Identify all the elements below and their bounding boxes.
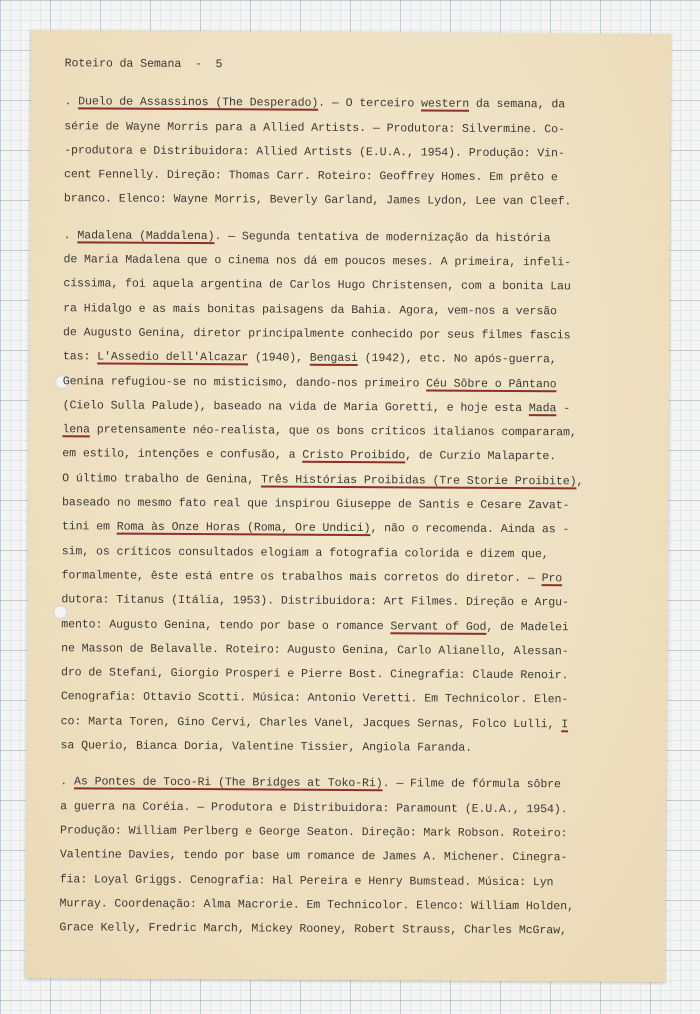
text-segment: de Augusto Genina, diretor principalmente conhecido por seus filmes fascis [63,326,571,343]
text-segment: fia: Loyal Griggs. Cenografia: Hal Pereira e Henry Bumstead. Música: Lyn [59,872,554,889]
text-line [61,637,646,665]
text-line [60,771,645,799]
text-segment: de Maria Madalena que o cinema nos dá em poucos meses. A primeira, infeli- [63,253,571,270]
review-paragraph [60,224,648,762]
text-line [60,795,645,823]
text-line [60,819,645,847]
text-line [60,734,645,762]
text-line [62,418,647,446]
text-line [63,248,648,276]
text-segment: sa Querio, Bianca Doria, Valentine Tissier, Angiola Faranda. [60,739,473,755]
text-segment: pretensamente néo-realista, que os bons críticos italianos compararam, [89,423,577,440]
text-segment: co: Marta Toren, Gino Cervi, Charles Vanel, Jacques Sernas, Folco Lulli, [60,714,562,732]
text-line [63,321,648,349]
text-segment: em estilo, intenções e confusão, a [62,447,303,463]
text-segment: dro de Stefani, Giorgio Prosperi e Pierre Bost. Cinegrafia: Claude Renoir. [60,666,569,683]
underlined-title: Servant of God [390,619,487,634]
text-segment: série de Wayne Morris para a Allied Artists. — Produtora: Silvermine. Co- [64,119,565,136]
text-line [61,564,646,592]
text-segment: Valentine Davies, tendo por base um romance de James A. Michener. Cinegra- [59,848,568,865]
underlined-title: Céu Sôbre o Pântano [426,377,557,391]
underlined-title: Roma às Onze Horas (Roma, Ore Undici) [116,520,371,536]
text-line [61,613,646,641]
text-segment: Genina refugiou-se no misticismo, dando-nos primeiro [62,374,427,391]
text-line [64,91,649,119]
text-segment: sim, os críticos consultados elogiam a fotografia colorida e dizem que, [61,544,549,561]
text-segment: -produtora e Distribuidora: Allied Artists (E.U.A., 1954). Produção: Vin- [64,144,565,161]
text-segment: tas: [62,350,98,364]
text-line [61,661,646,689]
text-segment: dutora: Titanus (Itália, 1953). Distribuidora: Art Filmes. Direção e Argu- [61,593,569,610]
text-segment: Cenografia: Ottavio Scotti. Música: Antonio Veretti. Em Technicolor. Elen- [60,690,569,707]
text-segment: . [60,775,75,789]
underlined-title: Duelo de Assassinos (The Desperado) [78,95,319,111]
text-line [59,916,644,944]
underlined-title: As Pontes de Toco-Ri (The Bridges at Toko-Ri) [73,775,383,791]
review-list [59,91,649,945]
underlined-title: Mada [528,401,557,416]
text-segment: , de Madelei [486,620,569,634]
text-line [62,540,647,568]
text-segment: . [64,95,79,109]
underlined-title: I [561,718,569,732]
text-line [62,443,647,471]
text-segment: da semana, da [469,98,566,112]
text-line [62,516,647,544]
text-segment: a guerra na Coréia. — Produtora e Distribuidora: Paramount (E.U.A., 1954). [60,799,568,816]
text-segment: , não o recomenda. Ainda as - [370,522,570,537]
text-line [64,115,649,143]
text-segment: tini em [61,520,117,534]
text-segment: . — Filme de fórmula sôbre [382,777,561,792]
text-segment: Produção: William Perlberg e George Seaton. Direção: Mark Robson. Roteiro: [59,824,568,841]
underlined-title: Madalena (Maddalena) [77,229,215,243]
text-line [63,346,648,374]
text-segment: ra Hidalgo e as mais bonitas paisagens da Bahia. Agora, vem-nos a versão [63,301,557,318]
page-header: Roteiro da Semana - 5 [64,57,223,72]
text-segment: . — O terceiro [318,97,422,111]
text-segment: (1940), [248,351,310,366]
text-segment: . [63,229,78,243]
text-segment: . — Segunda tentativa de modernização da história [214,229,551,246]
text-line [60,868,645,896]
text-segment: mento: Augusto Genina, tendo por base o romance [61,617,391,633]
text-line [62,467,647,495]
text-line [61,710,646,738]
page-text [59,52,649,944]
text-segment: Grace Kelly, Fredric March, Mickey Rooney, Robert Strauss, Charles McGraw, [59,921,567,938]
text-line [63,394,648,422]
text-line [63,370,648,398]
text-line [60,843,645,871]
underlined-title: western [421,97,470,112]
text-segment: baseado no mesmo fato real que inspirou Giuseppe de Santis e Cesare Zavat- [61,496,570,513]
text-segment: formalmente, êste está entre os trabalhos mais corretos do diretor. — [61,569,542,586]
text-line [64,163,649,191]
text-line [64,188,649,216]
text-segment: O último trabalho de Genina, [62,472,262,487]
text-line [63,273,648,301]
text-segment: , [576,475,584,489]
text-segment: , de Curzio Malaparte. [405,449,557,464]
underlined-title: lena [62,423,90,437]
underlined-title: L'Assedio dell'Alcazar [97,350,249,365]
text-line [62,491,647,519]
text-segment: (1942), etc. No após-guerra, [357,352,557,367]
text-line [61,686,646,714]
text-segment: - [556,402,571,416]
text-line [61,588,646,616]
typed-page [25,30,671,982]
text-segment: císsima, foi aquela argentina de Carlos Hugo Christensen, com a bonita Lau [63,277,571,294]
review-paragraph [64,91,650,216]
text-segment: cent Fennelly. Direção: Thomas Carr. Roteiro: Geoffrey Homes. Em prêto e [63,168,558,185]
underlined-title: Três Histórias Proibidas (Tre Storie Proibite) [260,473,577,489]
text-segment: Murray. Coordenação: Alma Macrorie. Em Technicolor. Elenco: William Holden, [59,897,574,914]
text-line [64,224,649,252]
text-segment: (Cielo Sulla Palude), baseado na vida de Maria Goretti, e hoje esta [62,399,529,415]
underlined-title: Bengasi [309,352,358,366]
text-line [64,139,649,167]
text-line [59,892,644,920]
underlined-title: Cristo Proibido [302,449,406,463]
text-segment: branco. Elenco: Wayne Morris, Beverly Garland, James Lydon, Lee van Cleef. [63,192,572,209]
underlined-title: Pro [541,572,563,586]
text-segment: ne Masson de Belavalle. Roteiro: Augusto Genina, Carlo Alianello, Alessan- [61,642,569,659]
review-paragraph [59,771,645,945]
text-line [63,297,648,325]
